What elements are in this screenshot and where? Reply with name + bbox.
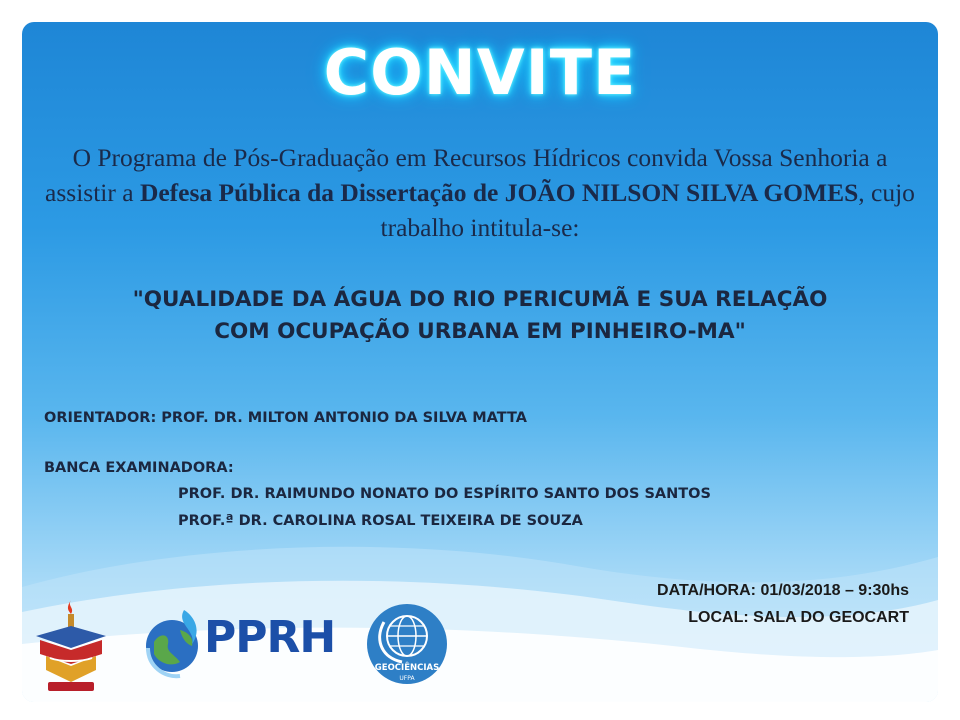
geociencias-logo-subtext: UFPA xyxy=(399,675,415,682)
pprh-logo-text: PPRH xyxy=(204,612,336,663)
intro-paragraph xyxy=(36,140,924,245)
invitation-slide xyxy=(22,22,938,702)
intro-bold-text: Defesa Pública da Dissertação de JOÃO NILSON SILVA GOMES xyxy=(139,178,859,207)
page-title: CONVITE xyxy=(323,36,637,109)
pprh-globe-logo xyxy=(140,604,206,684)
thesis-title-line-2: COM OCUPAÇÃO URBANA EM PINHEIRO-MA" xyxy=(214,319,746,344)
committee-member-1: PROF. DR. RAIMUNDO NONATO DO ESPÍRITO SANTO DOS SANTOS xyxy=(178,486,711,502)
thesis-title xyxy=(42,284,918,348)
committee-member-2: PROF.ª DR. CAROLINA ROSAL TEIXEIRA DE SOUZA xyxy=(178,513,583,529)
advisor-line: ORIENTADOR: PROF. DR. MILTON ANTONIO DA SILVA MATTA xyxy=(44,410,527,426)
intro-text-1: O Programa de Pós-Graduação em Recursos Hídricos convida Vossa Senhoria a assistir a xyxy=(45,143,888,207)
logos-row xyxy=(22,594,938,702)
event-location: LOCAL: SALA DO GEOCART xyxy=(688,609,909,626)
ufpa-crest-logo xyxy=(30,596,112,696)
intro-text-2: , cujo trabalho intitula-se: xyxy=(380,178,915,242)
geociencias-logo-text: GEOCIÊNCIAS xyxy=(374,663,440,673)
committee-heading: BANCA EXAMINADORA: xyxy=(44,460,234,476)
geociencias-globe-logo xyxy=(362,600,452,692)
event-datetime: DATA/HORA: 01/03/2018 – 9:30hs xyxy=(657,582,909,599)
thesis-title-line-1: "QUALIDADE DA ÁGUA DO RIO PERICUMÃ E SUA RELAÇÃO xyxy=(132,287,828,312)
